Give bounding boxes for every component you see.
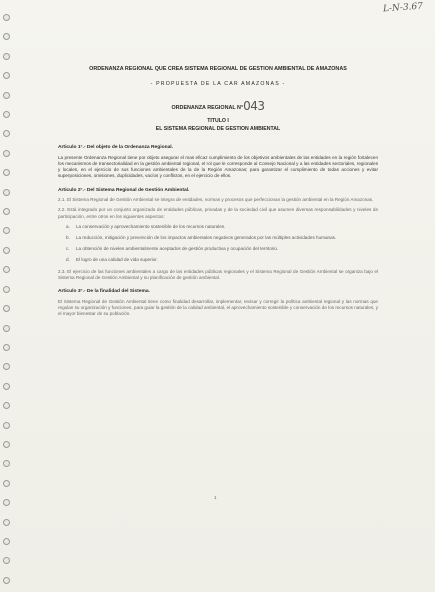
binder-hole <box>3 383 10 390</box>
article-2-heading: Articulo 2°.- Del Sistema Regional de Gestión Ambiental. <box>58 187 190 193</box>
binder-hole <box>3 363 10 370</box>
binder-hole <box>3 441 10 448</box>
list-item <box>66 224 378 230</box>
binder-hole <box>3 422 10 429</box>
binder-hole <box>3 92 10 99</box>
binder-holes <box>3 14 13 584</box>
list-item-text: La reducción, mitigación y prevención de los impactos ambientales negativos generados por las múltiples actividades humanas. <box>76 234 337 240</box>
article-2-list <box>66 224 378 264</box>
binder-hole <box>3 325 10 332</box>
article-2-paragraph-1: 2.1. El Sistema Regional de Gestión Ambiental se integra de entidades, normas y procesos que perfeccionan la gestión ambiental en la Región Amazonas. <box>58 197 374 203</box>
binder-hole <box>3 53 10 60</box>
titulo-subtitle: EL SISTEMA REGIONAL DE GESTION AMBIENTAL <box>155 126 281 133</box>
article-2-paragraph-3: 2.3. El ejercicio de las funciones ambientales a cargo de las entidades públicas regionales y el Sistema Regional de Gestión Ambiental se organiza bajo el Sistema Regional de Gestión Ambiental y su planificación de gestión ambiental. <box>58 268 378 280</box>
list-item <box>66 257 378 263</box>
binder-hole <box>3 557 10 564</box>
handwritten-archive-stamp: L-N-3.67 <box>382 1 424 15</box>
binder-hole <box>3 266 10 273</box>
article-1-text: La presente Ordenanza Regional tiene por objeto asegurar el mas eficaz cumplimiento de los objetivos ambientales de las entidades en la región fortalecen los mecanismos de transectorialidad en la gestión ambiental regional, el rol que le corresponde al Consejo Nacional y a las entidades sectoriales, regionales y locales, en el ejercicio de sus funciones ambientales de la de la Región Amazonas; para garantizar el cumplimiento de todas acciones y evitar superposiciones, omisiones, duplicidades, vacíos y conflictos, en el ejercicio de ellos. <box>58 154 378 179</box>
list-item-text: La conservación y aprovechamiento sostenible de los recursos naturales. <box>76 223 226 229</box>
binder-hole <box>3 33 10 40</box>
ordinance-number-line <box>58 98 378 114</box>
list-item <box>66 235 378 241</box>
binder-hole <box>3 247 10 254</box>
article-3-heading: Articulo 3°.- De la finalidad del Sistema. <box>58 288 150 294</box>
article-3-text: El Sistema Regional de Gestión Ambiental tiene como finalidad desarrollar, implementar, revisar y corregir la política ambiental regional y las normas que regulan su organización y funciones, para guiar la gestión de la calidad ambiental, el aprovechamiento sostenible y conservación de los recursos naturales, y el mayor bienestar de su población. <box>58 298 378 316</box>
binder-hole <box>3 402 10 409</box>
article-2-paragraph-2: 2.2. Está integrado por un conjunto organizado de entidades públicas, privadas y de la sociedad civil que asumen diversas responsabilidades y niveles de participación, entre otros en los siguientes aspectos: <box>58 207 378 219</box>
list-item-label: a. <box>66 223 70 229</box>
binder-hole <box>3 519 10 526</box>
binder-hole <box>3 227 10 234</box>
list-item-label: c. <box>66 246 70 252</box>
binder-hole <box>3 169 10 176</box>
binder-hole <box>3 150 10 157</box>
titulo-heading: TITULO I <box>207 118 229 125</box>
document-body <box>58 66 378 321</box>
binder-hole <box>3 577 10 584</box>
document-title: ORDENANZA REGIONAL QUE CREA SISTEMA REGIONAL DE GESTION AMBIENTAL DE AMAZONAS <box>89 66 347 72</box>
binder-hole <box>3 344 10 351</box>
binder-hole <box>3 14 10 21</box>
binder-hole <box>3 111 10 118</box>
handwritten-ordinance-number: 043 <box>243 99 265 114</box>
list-item-text: La obtención de niveles ambientalmente aceptados de gestión productiva y ocupación del territorio. <box>76 246 279 252</box>
binder-hole <box>3 460 10 467</box>
page-number: 1 <box>214 495 217 500</box>
binder-hole <box>3 189 10 196</box>
article-1-heading: Articulo 1°.- Del objeto de la Ordenanza Regional. <box>58 145 174 151</box>
list-item-label: d. <box>66 257 70 263</box>
ordinance-label: ORDENANZA REGIONAL N° <box>171 105 244 112</box>
list-item <box>66 246 378 252</box>
proposal-line: - PROPUESTA DE LA CAR AMAZONAS - <box>150 81 286 88</box>
binder-hole <box>3 130 10 137</box>
binder-hole <box>3 305 10 312</box>
binder-hole <box>3 208 10 215</box>
binder-hole <box>3 538 10 545</box>
binder-hole <box>3 286 10 293</box>
binder-hole <box>3 480 10 487</box>
list-item-text: El logro de una calidad de vida superior. <box>76 257 158 263</box>
binder-hole <box>3 499 10 506</box>
list-item-label: b. <box>66 234 70 240</box>
binder-hole <box>3 72 10 79</box>
